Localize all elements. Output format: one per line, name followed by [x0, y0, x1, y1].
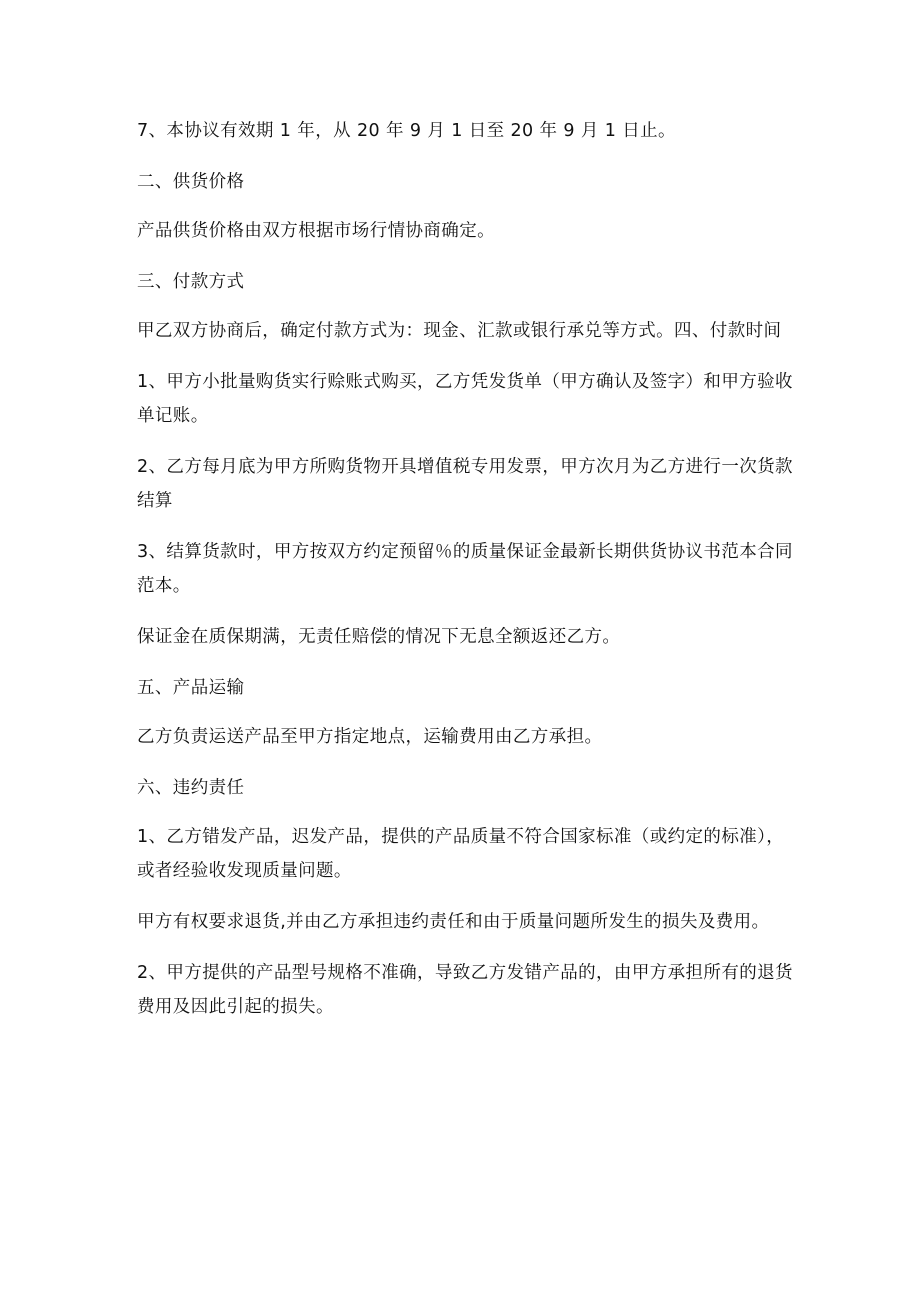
breach-clause-2: 2、甲方提供的产品型号规格不准确，导致乙方发错产品的，由甲方承担所有的退货费用及因此引起的损失。	[137, 963, 793, 1017]
breach-clause-1: 1、乙方错发产品，迟发产品，提供的产品质量不符合国家标准（或约定的标准），或者经验收发现质量问题。	[137, 827, 785, 881]
payment-method-text: 甲乙双方协商后，确定付款方式为：现金、汇款或银行承兑等方式。四、付款时间	[137, 321, 782, 341]
payment-clause-2: 2、乙方每月底为甲方所购货物开具增值税专用发票，甲方次月为乙方进行一次货款结算	[137, 457, 793, 511]
section-heading-transport: 五、产品运输	[137, 678, 245, 698]
payment-clause-3: 3、结算货款时，甲方按双方约定预留％的质量保证金最新长期供货协议书范本合同范本。	[137, 542, 793, 596]
deposit-return-text: 保证金在质保期满，无责任赔偿的情况下无息全额返还乙方。	[137, 627, 621, 647]
clause-7-validity: 7、本协议有效期 1 年，从 20 年 9 月 1 日至 20 年 9 月 1 日止。	[137, 121, 676, 141]
section-heading-breach: 六、违约责任	[137, 778, 245, 798]
section-heading-supply-price: 二、供货价格	[137, 172, 245, 192]
section-heading-payment-method: 三、付款方式	[137, 272, 245, 292]
breach-return-right-text: 甲方有权要求退货,并由乙方承担违约责任和由于质量问题所发生的损失及费用。	[137, 912, 770, 932]
supply-price-text: 产品供货价格由双方根据市场行情协商确定。	[137, 221, 495, 241]
payment-clause-1: 1、甲方小批量购货实行赊账式购买，乙方凭发货单（甲方确认及签字）和甲方验收单记账。	[137, 372, 793, 426]
transport-text: 乙方负责运送产品至甲方指定地点，运输费用由乙方承担。	[137, 727, 603, 747]
document-body	[137, 114, 797, 1041]
